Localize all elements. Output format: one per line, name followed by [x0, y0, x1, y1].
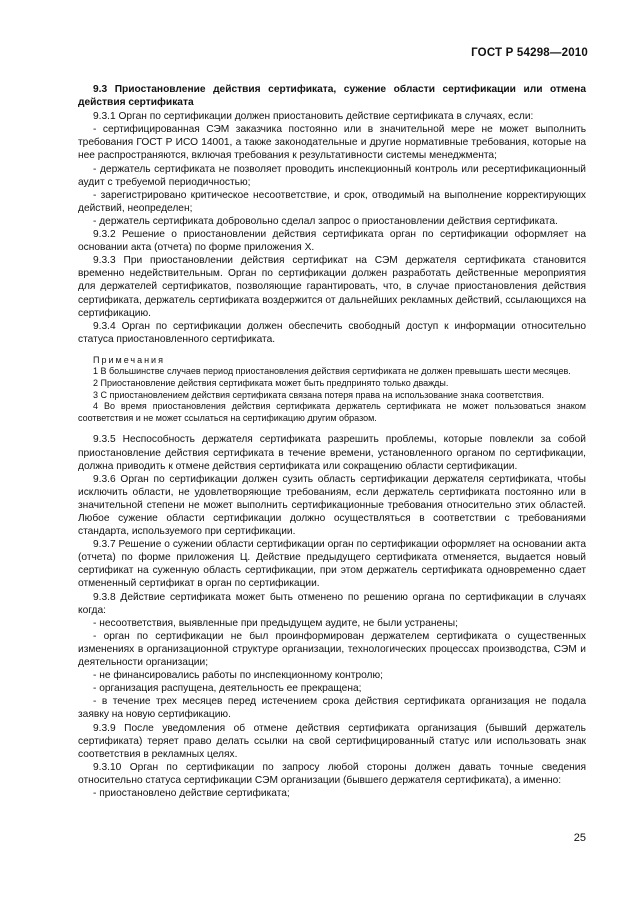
clause-9-3-2: 9.3.2 Решение о приостановлении действия сертификата орган по сертификации оформляет на основании акта (отчета) по форме приложения Х.: [78, 229, 586, 254]
clause-9-3-10: 9.3.10 Орган по сертификации по запросу любой стороны должен давать точные сведения относительно статуса сертификации СЭМ организации (бывшего держателя сертификата), а именно:: [78, 761, 586, 786]
list-item: - в течение трех месяцев перед истечением срока действия сертификата организация не подала заявку на новую сертификацию.: [78, 696, 586, 721]
note-item: 2 Приостановление действия сертификата может быть предпринято только дважды.: [93, 378, 449, 389]
page-body: [78, 83, 586, 800]
list-item: - орган по сертификации не был проинформирован держателем сертификата о существенных изменениях в организационной структуре организации, технологических процессах производства, СЭМ и деятельности организации;: [78, 630, 586, 669]
list-item: - держатель сертификата добровольно сделал запрос о приостановлении действия сертификата.: [93, 215, 558, 227]
list-item: - не финансировались работы по инспекционному контролю;: [93, 670, 383, 682]
note-item: 4 Во время приостановления действия сертификата держатель сертификата не может пользоваться знаком соответствия и не может ссылаться на сертификацию другим образом.: [78, 401, 586, 423]
note-item: 1 В большинстве случаев период приостановления действия сертификата не должен превышать шести месяцев.: [93, 366, 571, 377]
clause-9-3-4: 9.3.4 Орган по сертификации должен обеспечить свободный доступ к информации относительно статуса приостановленного сертификата.: [78, 320, 586, 345]
document-standard-header: ГОСТ Р 54298—2010: [471, 47, 588, 59]
note-item: 3 С приостановлением действия сертификата связана потеря права на использование знака соответствия.: [93, 389, 544, 400]
clause-9-3-3: 9.3.3 При приостановлении действия сертификат на СЭМ держателя сертификата становится временно недействительным. Орган по сертификации должен разработать действенные мероприятия для держателей сертификатов, позволяющие гарантировать, что, в случае приостановления действия сертификата, держатель сертификата воздержится от дальнейших рекламных действий, ссылающихся на сертификацию.: [78, 255, 586, 319]
clause-9-3-7: 9.3.7 Решение о сужении области сертификации орган по сертификации оформляет на основании акта (отчета) по форме приложения Ц. Действие предыдущего сертификата отменяется, выдается новый сертификат на суженную область сертификации, при этом держатель сертификата одновременно сдает отмененный сертификат в орган по сертификации.: [78, 539, 586, 590]
notes-title: Примечания: [93, 354, 165, 365]
clause-9-3-6: 9.3.6 Орган по сертификации должен сузить область сертификации держателя сертификата, чтобы исключить области, не удовлетворяющие требованиям, если держатель сертификата постоянно или в значительной степени не может выполнить сертификационные требования относительно этих областей. Любое сужение области сертификации должно осуществляться в соответствии с требованиями стандарта, используемого при сертификации.: [78, 473, 586, 538]
section-heading: 9.3 Приостановление действия сертификата, сужение области сертификации или отмена действия сертификата: [78, 84, 586, 109]
list-item: - несоответствия, выявленные при предыдущем аудите, не были устранены;: [93, 617, 458, 629]
list-item: - держатель сертификата не позволяет проводить инспекционный контроль или ресертификационный аудит с требуемой периодичностью;: [78, 163, 586, 188]
clause-9-3-5: 9.3.5 Неспособность держателя сертификата разрешить проблемы, которые повлекли за собой приостановление действия сертификата в течение времени, установленного органом по сертификации, должна приводить к отмене действия сертификата или сокращению области сертификации.: [78, 434, 586, 472]
clause-9-3-1: 9.3.1 Орган по сертификации должен приостановить действие сертификата в случаях, если:: [93, 111, 534, 123]
page-number: 25: [573, 832, 586, 844]
list-item: - приостановлено действие сертификата;: [93, 787, 290, 799]
clause-9-3-8: 9.3.8 Действие сертификата может быть отменено по решению органа по сертификации в случаях когда:: [78, 591, 586, 616]
list-item: - организация распущена, деятельность ее прекращена;: [93, 683, 362, 695]
clause-9-3-9: 9.3.9 После уведомления об отмене действия сертификата организация (бывший держатель сертификата) теряет право делать ссылки на свой сертифицированный статус или использовать знак соответствия в рекламных целях.: [78, 722, 586, 760]
list-item: - зарегистрировано критическое несоответствие, и срок, отводимый на выполнение корректирующих действий, неопределен;: [78, 189, 586, 214]
list-item: - сертифицированная СЭМ заказчика постоянно или в значительной мере не может выполнить требования ГОСТ Р ИСО 14001, а также законодательные и другие нормативные требования, которые на нее распространяются, включая требования к результативности системы менеджмента;: [78, 124, 586, 162]
